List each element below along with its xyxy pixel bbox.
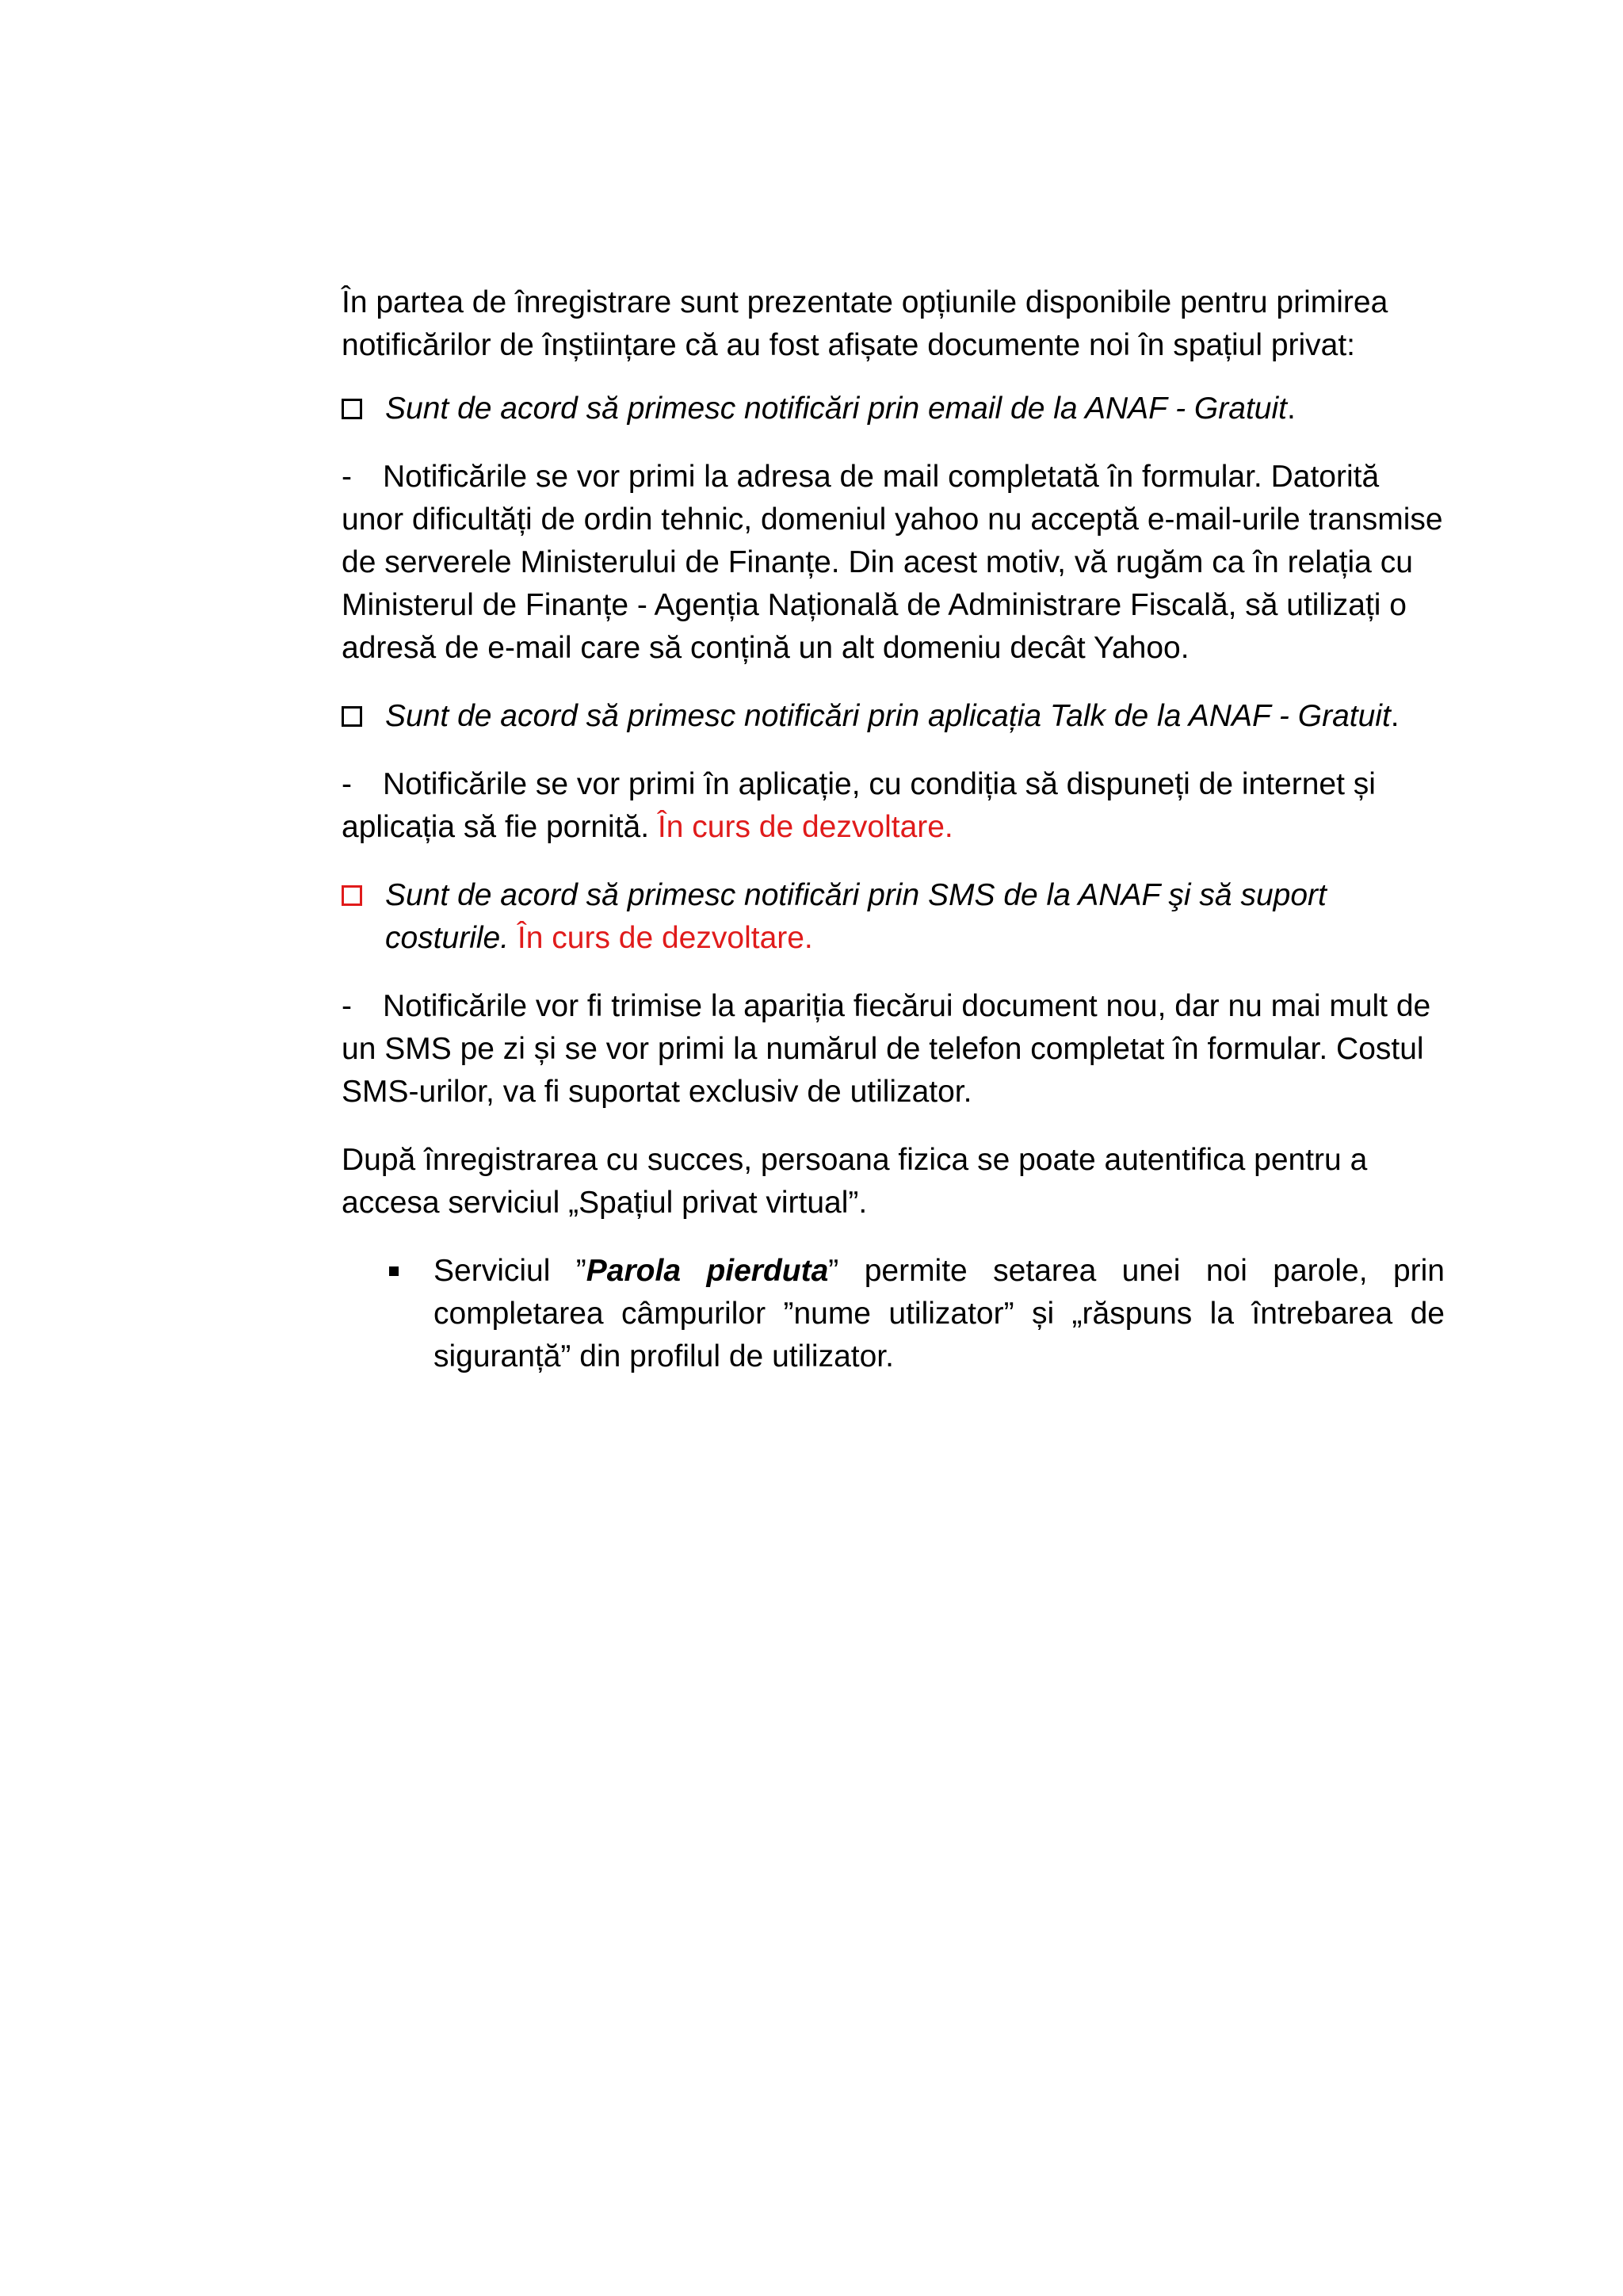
- intro-paragraph: În partea de înregistrare sunt prezentate opțiunile disponibile pentru primirea notificărilor de înștiințare că au fost afișate documente noi în spațiul privat:: [342, 285, 1388, 362]
- option-email-label: [385, 388, 1445, 430]
- option-email-tail: .: [1286, 392, 1296, 426]
- checkbox-talk[interactable]: [342, 706, 362, 727]
- option-sms-status: În curs de dezvoltare.: [517, 921, 813, 955]
- checkbox-email[interactable]: [342, 399, 362, 419]
- option-sms-row[interactable]: [342, 874, 1445, 960]
- lost-password-text: [433, 1250, 1445, 1378]
- option-talk-text: Sunt de acord să primesc notificări prin aplicația Talk de la ANAF - Gratuit: [385, 699, 1391, 733]
- option-talk-label: [385, 695, 1445, 738]
- option-talk-tail: .: [1390, 699, 1400, 733]
- note-email-text: Notificările se vor primi la adresa de mail completată în formular. Datorită unor dificultăți de ordin tehnic, domeniul yahoo nu acceptă e-mail-urile transmise de serverele Ministerului de Finanțe. Din acest motiv, vă rugăm ca în relația cu Ministerul de Finanțe - Agenția Națională de Administrare Fiscală, să utilizați o adresă de e-mail care să conțină un alt domeniu decât Yahoo.: [342, 460, 1443, 665]
- note-talk-text: Notificările se vor primi în aplicație, cu condiția să dispuneți de internet și aplicația să fie pornită.: [342, 767, 1376, 844]
- lost-password-rest: ” permite setarea unei noi parole, prin completarea câmpurilor ”nume utilizator” și „răspuns la întrebarea de siguranță” din profilul de utilizator.: [433, 1254, 1445, 1373]
- lost-password-service-name: Parola pierduta: [586, 1254, 829, 1288]
- note-email-paragraph: [342, 456, 1445, 670]
- checkbox-sms[interactable]: [342, 885, 362, 906]
- option-email-row[interactable]: [342, 388, 1445, 430]
- option-sms-text: Sunt de acord să primesc notificări prin SMS de la ANAF şi să suport costurile.: [385, 878, 1327, 955]
- square-bullet-icon: [389, 1266, 399, 1276]
- note-sms-dash: -: [342, 989, 352, 1023]
- lost-password-prefix: Serviciul ”: [433, 1254, 586, 1288]
- list-item-lost-password: [389, 1250, 1445, 1378]
- note-email-dash: -: [342, 460, 352, 494]
- after-registration-paragraph: După înregistrarea cu succes, persoana fizica se poate autentifica pentru a accesa serviciul „Spațiul privat virtual”.: [342, 1143, 1368, 1220]
- note-sms-paragraph: [342, 985, 1445, 1114]
- option-sms-label: [385, 874, 1445, 960]
- note-sms-text: Notificările vor fi trimise la apariția fiecărui document nou, dar nu mai mult de un SMS pe zi și se vor primi la numărul de telefon completat în formular. Costul SMS-urilor, va fi suportat exclusiv de utilizator.: [342, 989, 1431, 1109]
- note-talk-status: În curs de dezvoltare.: [657, 810, 953, 844]
- option-talk-row[interactable]: [342, 695, 1445, 738]
- note-talk-dash: -: [342, 767, 352, 801]
- note-talk-paragraph: [342, 763, 1445, 849]
- option-email-text: Sunt de acord să primesc notificări prin email de la ANAF - Gratuit: [385, 392, 1287, 426]
- document-page: [342, 281, 1445, 1378]
